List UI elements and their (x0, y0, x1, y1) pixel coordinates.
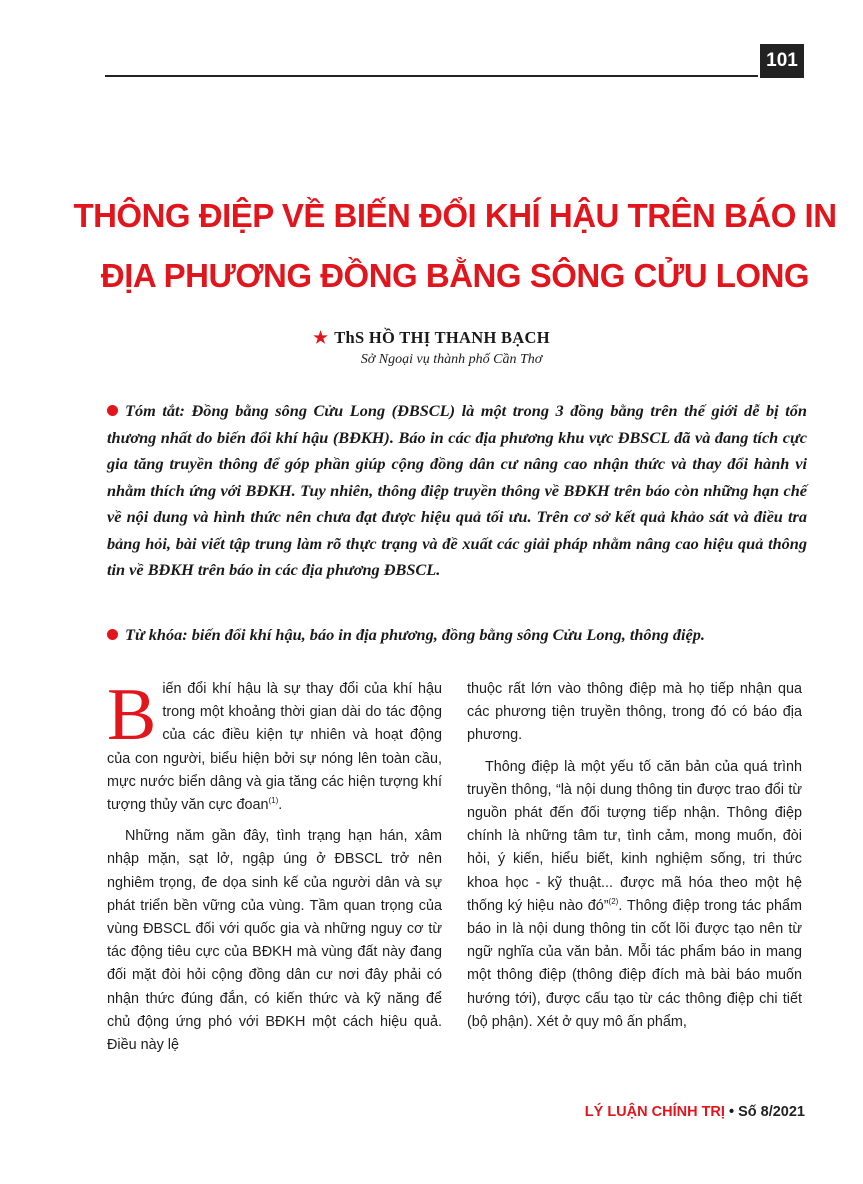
article-title (60, 186, 850, 306)
bullet-icon (107, 405, 118, 416)
author-line (0, 328, 863, 348)
footnote-ref: (1) (268, 796, 279, 806)
paragraph-text: Thông điệp là một yếu tố căn bản của quá trình truyền thông, “là nội dung thông tin được trao đổi từ nguồn phát đến đối tượng tiếp nhận. Thông điệp chính là những tâm tư, tình cảm, mong muốn, đòi hỏi, ý kiến, hiểu biết, kinh nghiệm sống, tri thức khoa học - kỹ thuật... được mã hóa theo một hệ thống ký hiệu nào đó” (467, 758, 802, 914)
paragraph-end: . (278, 797, 283, 814)
body-column-left (107, 674, 442, 1057)
star-icon: ★ (313, 328, 329, 347)
paragraph: thuộc rất lớn vào thông điệp mà họ tiếp nhận qua các phương tiện truyền thông, trong đó có báo địa phương. (467, 681, 802, 744)
keywords-text: Từ khóa: biến đổi khí hậu, báo in địa phương, đồng bằng sông Cửu Long, thông điệp. (125, 625, 705, 644)
title-line-1: THÔNG ĐIỆP VỀ BIẾN ĐỔI KHÍ HẬU TRÊN BÁO IN (73, 197, 837, 234)
issue-number: Số 8/2021 (738, 1104, 805, 1120)
author-affiliation: Sở Ngoại vụ thành phố Cần Thơ (360, 352, 543, 367)
paragraph: Những năm gần đây, tình trạng hạn hán, xâm nhập mặn, sạt lở, ngập úng ở ĐBSCL trở nên nghiêm trọng, đe dọa sinh kế của người dân và sự phát triển bền vững của vùng. Tầm quan trọng của vùng ĐBSCL đối với quốc gia và những nguy cơ từ tác động tiêu cực của BĐKH mà vùng đất này đang đối mặt đòi hỏi cộng đồng dân cư nơi đây phải có nhận thức đúng đắn, có kiến thức và kỹ năng để chủ động ứng phó với BĐKH một cách hiệu quả. Điều này lệ (107, 828, 442, 1054)
bullet-icon (107, 629, 118, 640)
drop-cap: B (107, 674, 157, 756)
footnote-ref: (2) (608, 897, 619, 907)
author-name: ThS HỒ THỊ THANH BẠCH (334, 328, 550, 347)
header-rule (105, 75, 758, 77)
page-footer (540, 1104, 805, 1120)
paragraph-text: iến đổi khí hậu là sự thay đổi của khí hậu trong một khoảng thời gian dài do tác động của các điều kiện tự nhiên và hoạt động của con người, biểu hiện bởi sự nóng lên toàn cầu, mực nước biển dâng và gia tăng các hiện tượng khí tượng thủy văn cực đoan (107, 681, 442, 814)
body-column-right (467, 678, 802, 1034)
title-line-2: ĐỊA PHƯƠNG ĐỒNG BẰNG SÔNG CỬU LONG (100, 257, 810, 294)
abstract (107, 398, 807, 584)
abstract-text: Tóm tắt: Đồng bằng sông Cửu Long (ĐBSCL) là một trong 3 đồng bằng trên thế giới dễ bị tổn thương nhất do biến đổi khí hậu (BĐKH). Báo in các địa phương khu vực ĐBSCL đã và đang tích cực gia tăng truyền thông để góp phần giúp cộng đồng dân cư nâng cao nhận thức và thay đổi hành vi nhằm thích ứng với BĐKH. Tuy nhiên, thông điệp truyền thông về BĐKH trên báo còn những hạn chế về nội dung và hình thức nên chưa đạt được hiệu quả tối ưu. Trên cơ sở kết quả khảo sát và điều tra bảng hỏi, bài viết tập trung làm rõ thực trạng và đề xuất các giải pháp nhằm nâng cao hiệu quả thông tin về BĐKH trên báo in các địa phương ĐBSCL. (107, 401, 807, 579)
paragraph (467, 756, 802, 1034)
journal-name: LÝ LUẬN CHÍNH TRỊ (584, 1104, 725, 1120)
keywords (107, 622, 807, 648)
page-number: 101 (760, 44, 804, 78)
paragraph (107, 674, 442, 817)
paragraph-text: . Thông điệp trong tác phẩm báo in là nội dung thông tin cốt lõi được tạo nên từ ngữ nghĩa của văn bản. Mỗi tác phẩm báo in mang một thông điệp (thông điệp đích mà bài báo muốn hướng tới), được cấu tạo từ các thông điệp chi tiết (bộ phận). Xét ở quy mô ấn phẩm, (467, 897, 802, 1030)
footer-separator: • (724, 1104, 739, 1120)
